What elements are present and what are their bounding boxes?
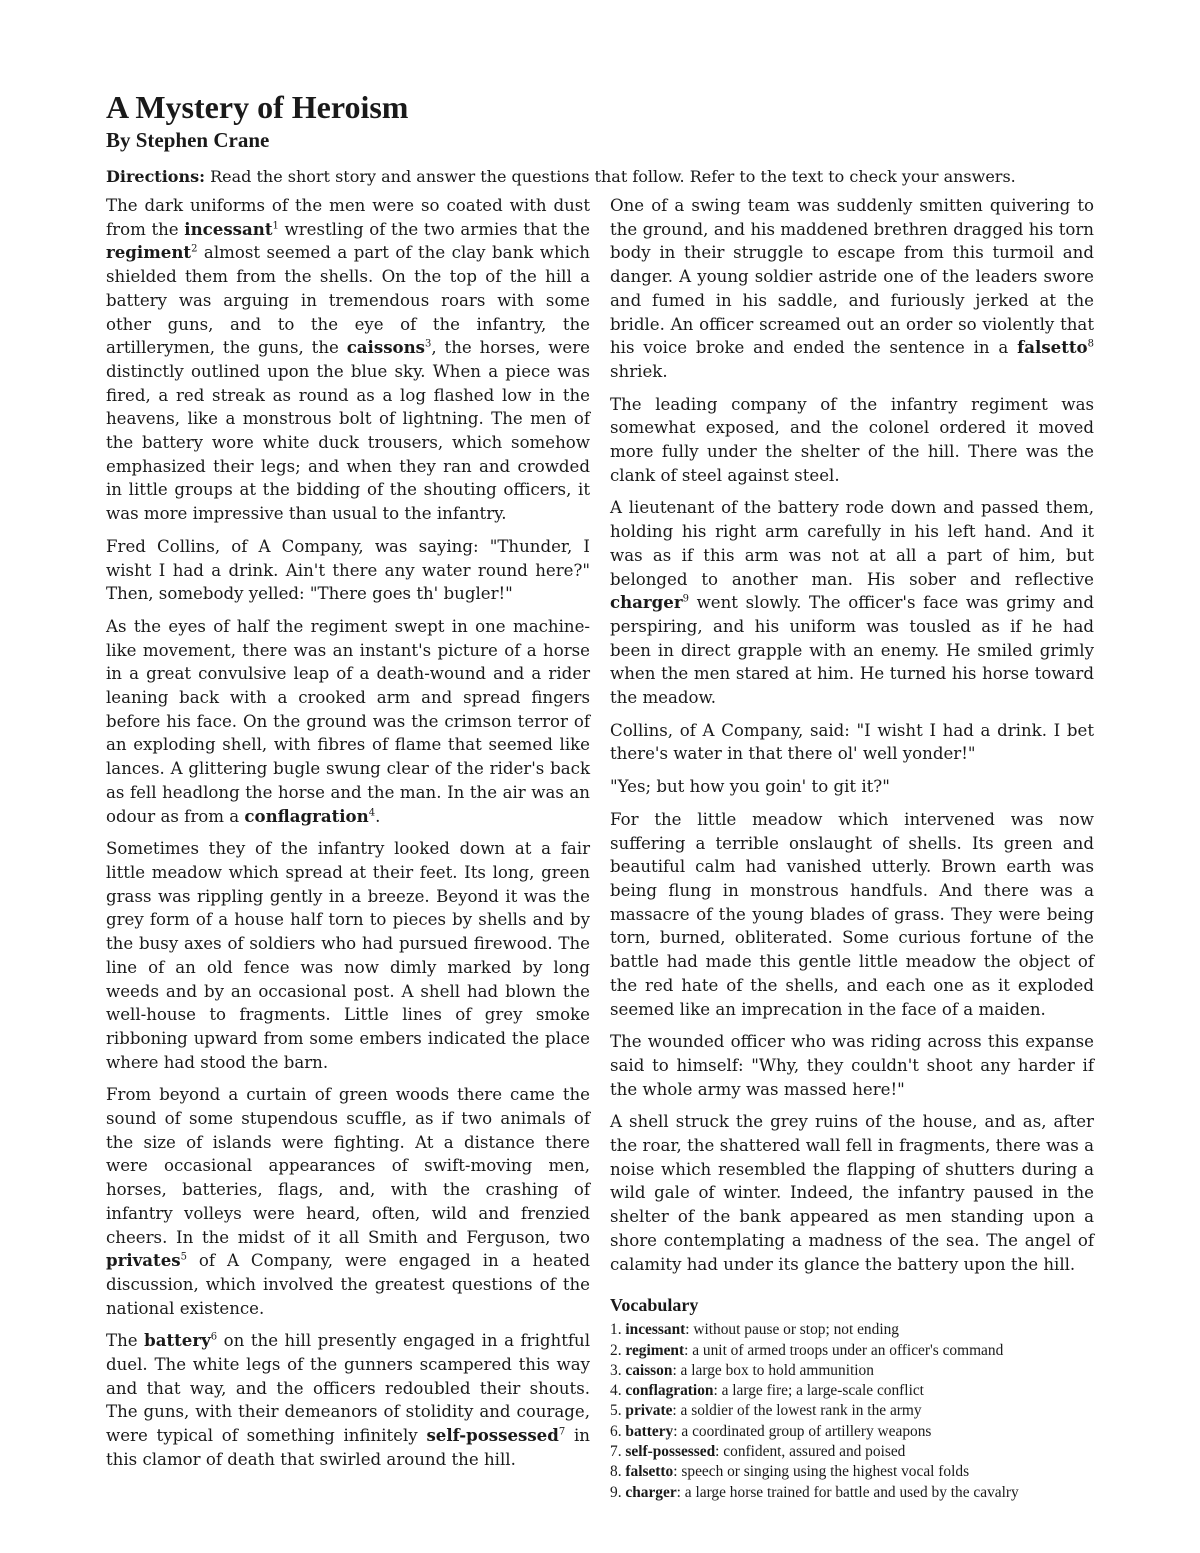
- directions-text: Read the short story and answer the questions that follow. Refer to the text to check your answers.: [205, 167, 1016, 186]
- paragraph-text: shriek.: [610, 361, 668, 381]
- vocab-number: 3.: [610, 1361, 626, 1379]
- vocab-term: self-possessed: [625, 1443, 716, 1461]
- vocab-definition: : a large horse trained for battle and used by the cavalry: [676, 1483, 1019, 1501]
- vocabulary-item: [610, 1483, 1094, 1503]
- vocab-definition: : a soldier of the lowest rank in the army: [672, 1402, 922, 1420]
- vocab-term: incessant: [625, 1321, 686, 1339]
- footnote-number: 6: [210, 1331, 218, 1343]
- story-paragraph: [106, 1329, 590, 1471]
- paragraph-text: "Yes; but how you goin' to git it?": [610, 777, 890, 797]
- paragraph-text: went slowly. The officer's face was grimy and perspiring, and his uniform was tousled as if he had been in direct grapple with an enemy. He smiled grimly when the men stared at him. He turned his horse toward the meadow.: [610, 593, 1094, 708]
- vocabulary-item: [610, 1361, 1094, 1381]
- paragraph-text: One of a swing team was suddenly smitten quivering to the ground, and his maddened brethren dragged his torn body in their struggle to escape from this turmoil and danger. A young soldier astride one of the leaders swore and fumed in his saddle, and furiously jerked at the bridle. An officer screamed out an order so violently that his voice broke and ended the sentence in a: [610, 196, 1094, 358]
- paragraph-text: of A Company, were engaged in a heated discussion, which involved the greatest questions of the national existence.: [106, 1251, 590, 1318]
- vocab-number: 9.: [610, 1483, 626, 1501]
- vocab-term: private: [625, 1402, 673, 1420]
- story-paragraph: [610, 719, 1094, 766]
- paragraph-text: Collins, of A Company, said: "I wisht I had a drink. I bet there's water in that there ol' well yonder!": [610, 720, 1094, 764]
- footnote-number: 2: [191, 243, 198, 255]
- paragraph-text: The dark uniforms of the men were so coated with dust from the: [106, 196, 590, 239]
- footnote-number: 5: [180, 1251, 187, 1263]
- vocab-term: battery: [144, 1330, 211, 1351]
- vocab-number: 6.: [610, 1422, 626, 1440]
- paragraph-text: wrestling of the two armies that the: [278, 219, 590, 239]
- story-paragraph: [106, 837, 590, 1074]
- story-paragraph: [610, 1030, 1094, 1101]
- story-paragraph: [610, 808, 1094, 1021]
- vocab-definition: : a unit of armed troops under an officer's command: [684, 1341, 1004, 1359]
- vocab-term: charger: [625, 1483, 677, 1501]
- vocab-term: conflagration: [244, 805, 369, 826]
- paragraph-text: From beyond a curtain of green woods there came the sound of some stupendous scuffle, as if two animals of the size of islands were fighting. At a distance there were occasional appearances of swift-moving men, horses, batteries, flags, and, with the crashing of infantry volleys were heard, often, wild and frenzied cheers. In the midst of it all Smith and Ferguson, two: [106, 1085, 590, 1247]
- paragraph-text: , the horses, were distinctly outlined upon the blue sky. When a piece was fired, a red streak as round as a log flashed low in the heavens, like a monstrous bolt of lightning. The men of the battery wore white duck trousers, which somehow emphasized their legs; and when they ran and crowded in little groups at the bidding of the shouting officers, it was more impressive than usual to the infantry.: [106, 338, 590, 524]
- vocab-definition: : confident, assured and poised: [715, 1443, 906, 1461]
- footnote-number: 1: [272, 220, 279, 232]
- paragraph-text: As the eyes of half the regiment swept in one machine-like movement, there was an instant's picture of a horse in a great convulsive leap of a death-wound and a rider leaning back with a crooked arm and spread fingers before his face. On the ground was the crimson terror of an exploding shell, with fibres of flame that seemed like lances. A glittering bugle swung clear of the rider's back as fell headlong the horse and the man. In the air was an odour as from a: [106, 616, 590, 826]
- vocab-definition: : without pause or stop; not ending: [685, 1321, 899, 1339]
- vocab-term: incessant: [184, 218, 273, 239]
- vocab-term: falsetto: [625, 1463, 674, 1481]
- footnote-number: 8: [1087, 338, 1094, 350]
- paragraph-text: .: [375, 806, 381, 826]
- footnote-number: 3: [425, 338, 432, 350]
- vocabulary-list: [610, 1320, 1094, 1503]
- paragraph-text: Sometimes they of the infantry looked down at a fair little meadow which spread at their feet. Its long, green grass was rippling gently in a breeze. Beyond it was the grey form of a house half torn to pieces by shells and by the busy axes of soldiers who had pursued firewood. The line of an old fence was now dimly marked by long weeds and by an occasional post. A shell had blown the well-house to fragments. Little lines of grey smoke ribboning upward from some embers indicated the place where had stood the barn.: [106, 839, 590, 1072]
- story-paragraph: [610, 496, 1094, 709]
- vocab-definition: : a coordinated group of artillery weapons: [673, 1422, 932, 1440]
- paragraph-text: almost seemed a part of the clay bank which shielded them from the shells. On the top of the hill a battery was arguing in tremendous roars with some other guns, and to the eye of the infantry, the artillerymen, the guns, the: [106, 243, 590, 358]
- vocabulary-item: [610, 1422, 1094, 1442]
- vocab-number: 2.: [610, 1341, 626, 1359]
- vocab-definition: : speech or singing using the highest vocal folds: [673, 1463, 970, 1481]
- paragraph-text: Fred Collins, of A Company, was saying: "Thunder, I wisht I had a drink. Ain't there any water round here?" Then, somebody yelled: "There goes th' bugler!": [106, 536, 590, 604]
- story-paragraph: [106, 535, 590, 606]
- vocabulary-item: [610, 1381, 1094, 1401]
- left-column: [106, 194, 590, 1503]
- vocab-term: regiment: [625, 1341, 685, 1359]
- vocab-term: caisson: [625, 1361, 673, 1379]
- vocabulary-item: [610, 1320, 1094, 1340]
- story-paragraph: [610, 1110, 1094, 1276]
- vocabulary-title: Vocabulary: [610, 1295, 699, 1316]
- paragraph-text: on the hill presently engaged in a frightful duel. The white legs of the gunners scampered this way and that way, and the officers redoubled their shouts. The guns, with their demeanors of stolidity and courage, were typical of something infinitely: [106, 1331, 590, 1446]
- vocab-definition: : a large fire; a large-scale conflict: [713, 1382, 924, 1400]
- footnote-number: 9: [682, 593, 689, 605]
- vocab-number: 1.: [610, 1321, 626, 1339]
- vocab-term: charger: [610, 592, 683, 613]
- paragraph-text: The leading company of the infantry regiment was somewhat exposed, and the colonel ordered it moved more fully under the shelter of the hill. There was the clank of steel against steel.: [610, 394, 1094, 485]
- document-page: [106, 88, 1094, 1503]
- vocab-number: 4.: [610, 1382, 626, 1400]
- vocab-term: falsetto: [1017, 337, 1088, 358]
- vocab-number: 7.: [610, 1443, 626, 1461]
- author-byline: By Stephen Crane: [106, 128, 270, 152]
- right-column-paragraphs: [610, 194, 1094, 1276]
- paragraph-text: A shell struck the grey ruins of the house, and as, after the roar, the shattered wall fell in fragments, there was a noise which resembled the flapping of shutters during a wild gale of winter. Indeed, the infantry paused in the shelter of the bank appeared as men standing upon a shore contemplating a madness of the sea. The angel of calamity had under its glance the battery upon the hill.: [610, 1112, 1094, 1274]
- story-columns: [106, 194, 1094, 1503]
- footnote-number: 4: [368, 807, 376, 819]
- story-paragraph: [106, 194, 590, 526]
- paragraph-text: The wounded officer who was riding across this expanse said to himself: "Why, they couldn't shoot any harder if the whole army was massed here!": [610, 1032, 1094, 1099]
- directions: [106, 166, 1094, 188]
- vocab-term: caissons: [346, 337, 426, 358]
- right-column: [610, 194, 1094, 1503]
- story-paragraph: [106, 615, 590, 828]
- vocab-term: battery: [625, 1422, 674, 1440]
- paragraph-text: For the little meadow which intervened was now suffering a terrible onslaught of shells. Its green and beautiful calm had vanished utterly. Brown earth was being flung in monstrous handfuls. And there was a massacre of the young blades of grass. They were being torn, burned, obliterated. Some curious fortune of the battle had made this gentle little meadow the object of the red hate of the shells, and each one as it exploded seemed like an imprecation in the face of a maiden.: [610, 809, 1094, 1019]
- vocab-number: 8.: [610, 1463, 626, 1481]
- vocabulary-item: [610, 1462, 1094, 1482]
- vocab-definition: : a large box to hold ammunition: [672, 1361, 874, 1379]
- paragraph-text: in this clamor of death that swirled around the hill.: [106, 1426, 590, 1469]
- vocab-term: conflagration: [625, 1382, 714, 1400]
- vocab-term: self-possessed: [426, 1425, 559, 1446]
- footnote-number: 7: [558, 1426, 566, 1438]
- story-title: A Mystery of Heroism: [106, 89, 409, 125]
- story-paragraph: [106, 1083, 590, 1320]
- vocab-term: regiment: [106, 242, 192, 263]
- story-paragraph: [610, 393, 1094, 488]
- vocab-number: 5.: [610, 1402, 626, 1420]
- story-paragraph: [610, 194, 1094, 384]
- vocab-term: privates: [106, 1250, 181, 1271]
- vocabulary-item: [610, 1341, 1094, 1361]
- story-paragraph: [610, 775, 1094, 799]
- vocabulary-item: [610, 1401, 1094, 1421]
- vocabulary-item: [610, 1442, 1094, 1462]
- paragraph-text: The: [106, 1331, 145, 1351]
- directions-label: Directions:: [106, 167, 205, 186]
- paragraph-text: A lieutenant of the battery rode down and passed them, holding his right arm carefully in his left hand. And it was as if this arm was not at all a part of him, but belonged to another man. His sober and reflective: [610, 498, 1094, 589]
